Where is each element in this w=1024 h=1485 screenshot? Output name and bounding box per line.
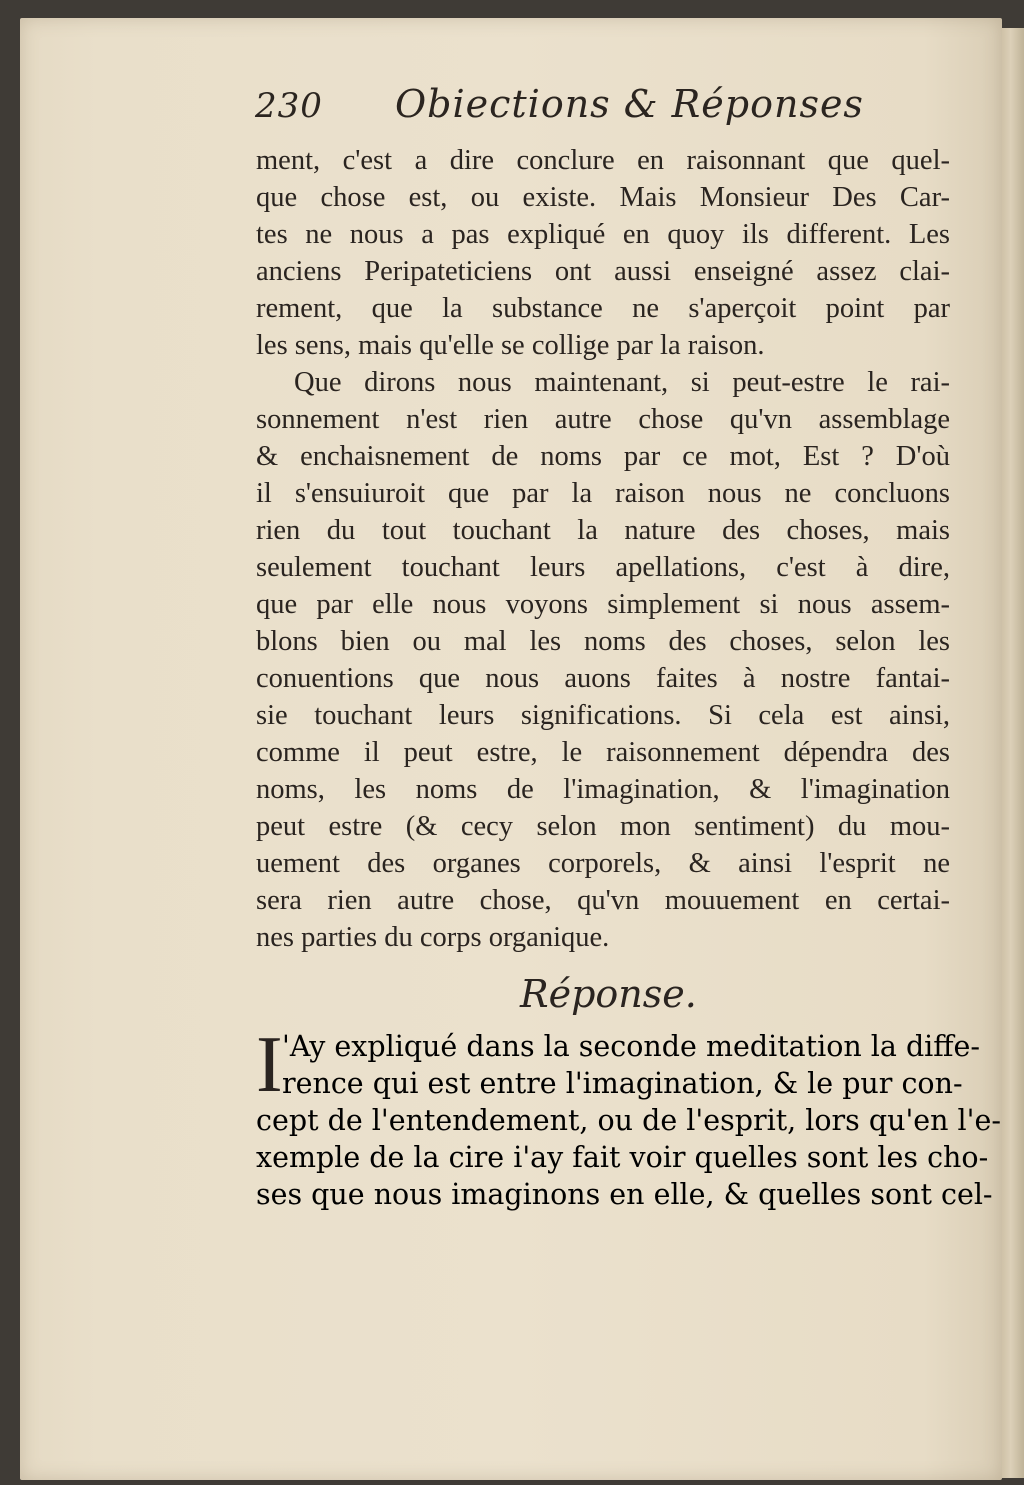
text-line: 'Ay expliqué dans la seconde meditation la diffe- xyxy=(282,1030,981,1063)
text-line: tes ne nous a pas expliqué en quoy ils different. Les xyxy=(256,219,950,250)
running-title: Obiections & Réponses xyxy=(395,82,864,126)
objection-paragraph xyxy=(256,364,950,956)
text-line: Que dirons nous maintenant, si peut-estre le rai- xyxy=(294,367,950,398)
text-line: anciens Peripateticiens ont aussi enseigné assez clai- xyxy=(256,256,950,287)
text-line: que par elle nous voyons simplement si nous assem- xyxy=(256,589,950,620)
text-line: il s'ensuiuroit que par la raison nous ne concluons xyxy=(256,478,950,509)
text-line: seulement touchant leurs apellations, c'est à dire, xyxy=(256,552,950,583)
text-line: conuentions que nous auons faites à nostre fantai- xyxy=(256,663,950,694)
text-line: sonnement n'est rien autre chose qu'vn assemblage xyxy=(256,404,950,435)
page-edge xyxy=(1002,28,1024,1478)
objection-continuation xyxy=(256,142,950,364)
page-header xyxy=(255,78,955,138)
text-line: uement des organes corporels, & ainsi l'esprit ne xyxy=(256,848,950,879)
text-line: rence qui est entre l'imagination, & le pur con- xyxy=(282,1067,963,1100)
text-line: cept de l'entendement, ou de l'esprit, lors qu'en l'e- xyxy=(256,1104,1002,1137)
reply-heading: Réponse. xyxy=(520,972,697,1016)
text-line: que chose est, ou existe. Mais Monsieur Des Car- xyxy=(256,182,950,213)
text-line: & enchaisnement de noms par ce mot, Est ? D'où xyxy=(256,441,950,472)
text-line: blons bien ou mal les noms des choses, selon les xyxy=(256,626,950,657)
text-line: sie touchant leurs significations. Si cela est ainsi, xyxy=(256,700,950,731)
text-line: comme il peut estre, le raisonnement dépendra des xyxy=(256,737,950,768)
text-line: xemple de la cire i'ay fait voir quelles sont les cho- xyxy=(256,1141,989,1174)
page-number: 230 xyxy=(255,86,323,126)
text-line: peut estre (& cecy selon mon sentiment) du mou- xyxy=(256,811,950,842)
text-line: ses que nous imaginons en elle, & quelles sont cel- xyxy=(256,1178,993,1211)
text-line: noms, les noms de l'imagination, & l'imagination xyxy=(256,774,950,805)
drop-cap: I xyxy=(256,1021,283,1109)
text-line: sera rien autre chose, qu'vn mouuement en certai- xyxy=(256,885,950,916)
text-line: nes parties du corps organique. xyxy=(256,922,610,953)
text-line: ment, c'est a dire conclure en raisonnant que quel- xyxy=(256,145,950,176)
text-line: rement, que la substance ne s'aperçoit point par xyxy=(256,293,950,324)
text-line: les sens, mais qu'elle se collige par la raison. xyxy=(256,330,765,361)
text-line: rien du tout touchant la nature des choses, mais xyxy=(256,515,950,546)
